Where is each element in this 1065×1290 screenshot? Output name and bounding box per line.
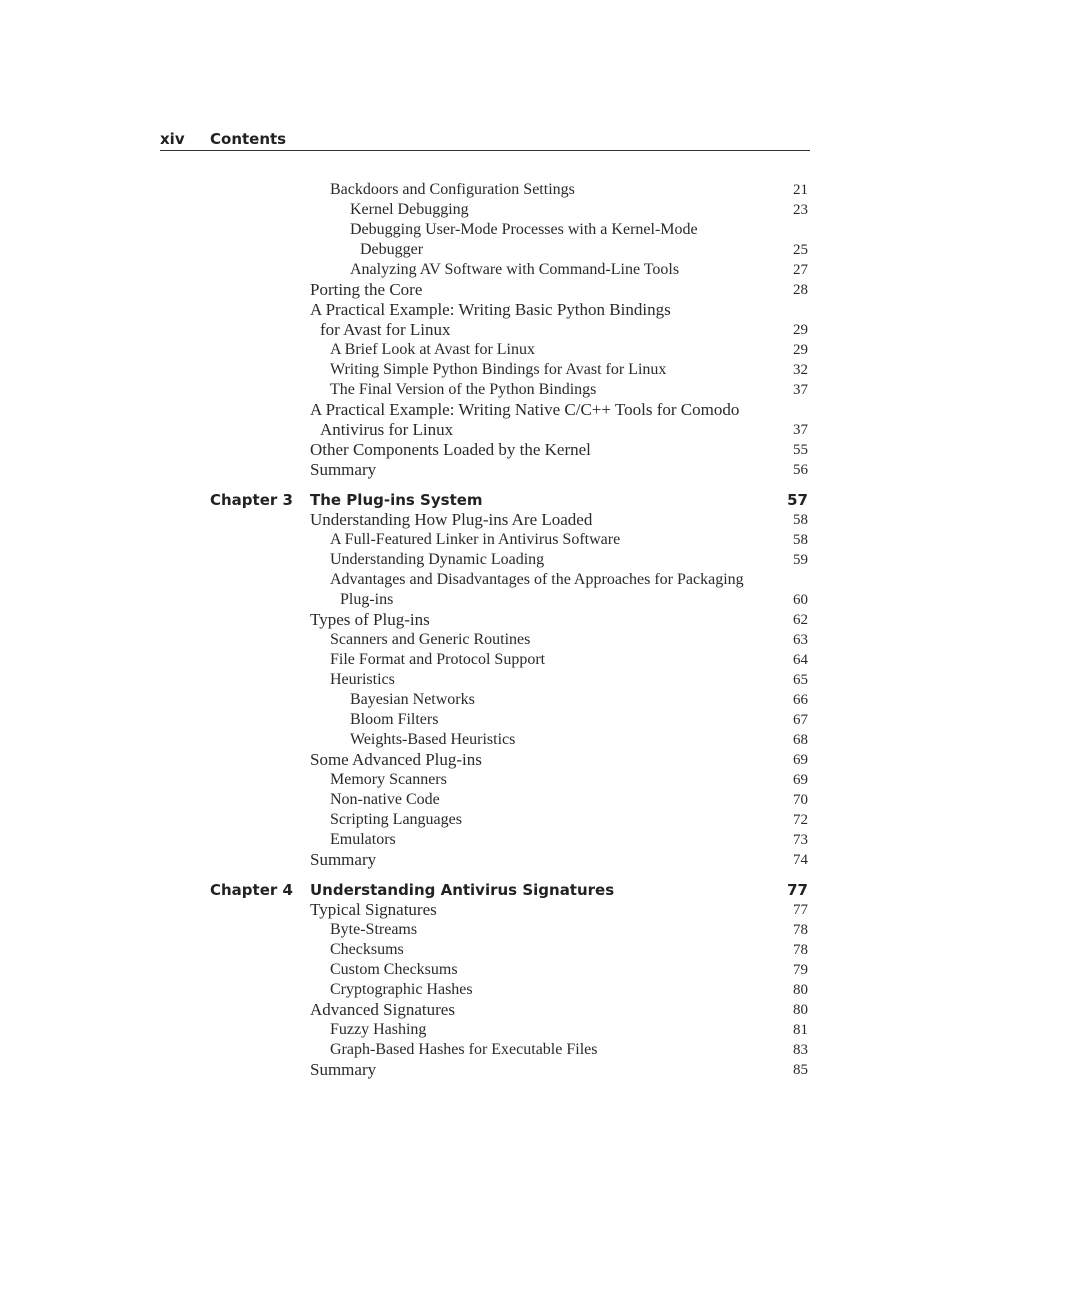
header-title: Contents <box>210 130 287 148</box>
page-number: 81 <box>793 1022 808 1038</box>
page-number: 73 <box>793 832 808 848</box>
page-number: 28 <box>793 282 808 298</box>
page-number: 79 <box>793 962 808 978</box>
page-number: 25 <box>793 242 808 258</box>
page-number: 64 <box>793 652 808 668</box>
page-number: 29 <box>793 322 808 338</box>
entry-title: Non-native Code <box>330 791 440 808</box>
toc-row <box>0 770 1065 790</box>
toc-row <box>0 960 1065 980</box>
entry-title: Understanding How Plug-ins Are Loaded <box>310 510 593 529</box>
toc-row <box>0 850 1065 870</box>
toc-row <box>0 790 1065 810</box>
toc-row <box>0 460 1065 480</box>
page-number: 68 <box>793 732 808 748</box>
entry-title: A Practical Example: Writing Native C/C++ Tools for Comodo <box>310 400 740 419</box>
page-number: 59 <box>793 552 808 568</box>
toc-row <box>0 900 1065 920</box>
toc-row <box>0 340 1065 360</box>
toc-row <box>0 220 1065 240</box>
toc-row <box>0 1020 1065 1040</box>
entry-title: A Brief Look at Avast for Linux <box>330 341 535 358</box>
page-number: 78 <box>793 922 808 938</box>
entry-title: A Practical Example: Writing Basic Python Bindings <box>310 300 671 319</box>
page-number: 63 <box>793 632 808 648</box>
entry-title: Summary <box>310 460 377 479</box>
chapter-row <box>0 490 1065 510</box>
chapter-label: Chapter 3 <box>210 491 293 509</box>
page-number: 69 <box>793 772 808 788</box>
entry-title: Backdoors and Configuration Settings <box>330 181 575 198</box>
entry-title: Scripting Languages <box>330 811 462 828</box>
toc-row <box>0 1060 1065 1080</box>
page-number: 65 <box>793 672 808 688</box>
toc-row <box>0 810 1065 830</box>
entry-title: The Final Version of the Python Bindings <box>330 381 597 398</box>
entry-title: Scanners and Generic Routines <box>330 631 531 648</box>
entry-title: Byte-Streams <box>330 921 418 938</box>
entry-title: Writing Simple Python Bindings for Avast for Linux <box>330 361 667 378</box>
entry-title: Understanding Dynamic Loading <box>330 551 545 568</box>
page-number: 37 <box>793 422 808 438</box>
toc-row <box>0 730 1065 750</box>
toc-row <box>0 920 1065 940</box>
page-number: 55 <box>793 442 808 458</box>
toc-row <box>0 750 1065 770</box>
toc-row <box>0 180 1065 200</box>
entry-title: Plug-ins <box>340 591 394 608</box>
toc-row <box>0 1000 1065 1020</box>
toc-row <box>0 690 1065 710</box>
toc-row <box>0 590 1065 610</box>
toc-row <box>0 710 1065 730</box>
toc-row <box>0 550 1065 570</box>
toc-row <box>0 280 1065 300</box>
entry-title: Types of Plug-ins <box>310 610 430 629</box>
entry-title: Summary <box>310 1060 377 1079</box>
page-number: 80 <box>793 1002 808 1018</box>
entry-title: Weights-Based Heuristics <box>350 731 516 748</box>
toc-row <box>0 940 1065 960</box>
toc-row <box>0 200 1065 220</box>
entry-title: Summary <box>310 850 377 869</box>
page-number: 80 <box>793 982 808 998</box>
page-number: 74 <box>793 852 808 868</box>
page-number: 60 <box>793 592 808 608</box>
entry-title: File Format and Protocol Support <box>330 651 546 668</box>
toc-row <box>0 320 1065 340</box>
page-number: 62 <box>793 612 808 628</box>
entry-title: Advantages and Disadvantages of the Approaches for Packaging <box>330 571 744 588</box>
entry-title: Analyzing AV Software with Command-Line Tools <box>350 261 680 278</box>
toc-row <box>0 260 1065 280</box>
page-number: 32 <box>793 362 808 378</box>
entry-title: Porting the Core <box>310 280 423 299</box>
entry-title: Custom Checksums <box>330 961 458 978</box>
entry-title: A Full-Featured Linker in Antivirus Software <box>330 531 621 548</box>
chapter-title: The Plug-ins System <box>310 491 483 509</box>
chapter-label: Chapter 4 <box>210 881 293 899</box>
toc-row <box>0 240 1065 260</box>
chapter-title: Understanding Antivirus Signatures <box>310 881 615 899</box>
entry-title: Some Advanced Plug-ins <box>310 750 482 769</box>
page-number: 21 <box>793 182 808 198</box>
entry-title: Kernel Debugging <box>350 201 469 218</box>
entry-title: Other Components Loaded by the Kernel <box>310 440 591 459</box>
entry-title: Bayesian Networks <box>350 691 475 708</box>
toc-row <box>0 420 1065 440</box>
entry-title: Bloom Filters <box>350 711 439 728</box>
toc-row <box>0 980 1065 1000</box>
entry-title: Heuristics <box>330 671 395 688</box>
page-number: 67 <box>793 712 808 728</box>
page-number: 70 <box>793 792 808 808</box>
toc-row <box>0 650 1065 670</box>
page-number: 72 <box>793 812 808 828</box>
toc-row <box>0 530 1065 550</box>
running-header <box>160 129 810 151</box>
toc-row <box>0 400 1065 420</box>
page-number: 58 <box>793 512 808 528</box>
page-number: 37 <box>793 382 808 398</box>
entry-title: Emulators <box>330 831 396 848</box>
toc-row <box>0 570 1065 590</box>
toc-row <box>0 830 1065 850</box>
page-number: 69 <box>793 752 808 768</box>
toc-row <box>0 440 1065 460</box>
entry-title: Antivirus for Linux <box>320 420 454 439</box>
entry-title: Debugger <box>360 241 424 258</box>
entry-title: Advanced Signatures <box>310 1000 455 1019</box>
toc-row <box>0 380 1065 400</box>
entry-title: Graph-Based Hashes for Executable Files <box>330 1041 598 1058</box>
page-number: 77 <box>793 902 808 918</box>
page-number: 85 <box>793 1062 808 1078</box>
toc-row <box>0 630 1065 650</box>
toc-row <box>0 510 1065 530</box>
page-number: 66 <box>793 692 808 708</box>
toc-row <box>0 610 1065 630</box>
entry-title: Typical Signatures <box>310 900 437 919</box>
chapter-row <box>0 880 1065 900</box>
toc-row <box>0 670 1065 690</box>
page-number: 77 <box>787 881 808 899</box>
page-number: 29 <box>793 342 808 358</box>
page-number: 23 <box>793 202 808 218</box>
entry-title: Checksums <box>330 941 404 958</box>
toc-row <box>0 360 1065 380</box>
entry-title: Cryptographic Hashes <box>330 981 473 998</box>
header-page-number: xiv <box>160 130 185 148</box>
page-number: 58 <box>793 532 808 548</box>
page-number: 83 <box>793 1042 808 1058</box>
page-number: 56 <box>793 462 808 478</box>
page-number: 57 <box>787 491 808 509</box>
toc-row <box>0 300 1065 320</box>
entry-title: for Avast for Linux <box>320 320 451 339</box>
entry-title: Memory Scanners <box>330 771 447 788</box>
page-number: 78 <box>793 942 808 958</box>
entry-title: Debugging User-Mode Processes with a Kernel-Mode <box>350 221 698 238</box>
toc-row <box>0 1040 1065 1060</box>
page-number: 27 <box>793 262 808 278</box>
entry-title: Fuzzy Hashing <box>330 1021 427 1038</box>
